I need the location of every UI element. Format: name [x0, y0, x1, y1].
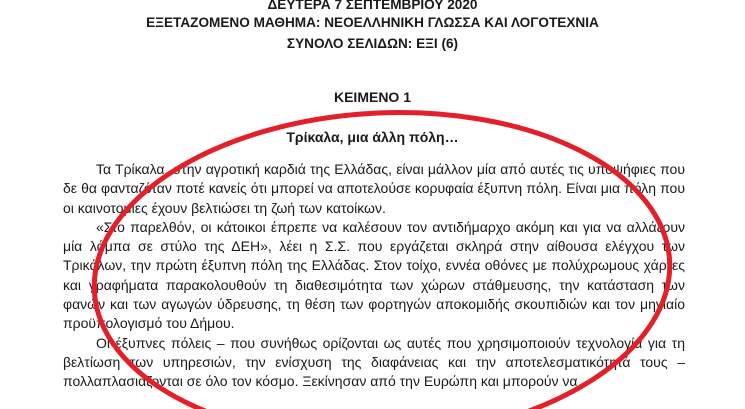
- text-label: ΚΕΙΜΕΝΟ 1: [333, 89, 411, 105]
- article-title: Τρίκαλα, μια άλλη πόλη…: [286, 129, 459, 145]
- paragraph: «Στο παρελθόν, οι κάτοικοι έπρεπε να καλέσουν τον αντιδήμαρχο ακόμη και για να αλλάξουν μία λάμπα σε στύλο της ΔΕΗ», λέει η Σ.Σ. που εργάζεται σκληρά στην αίθουσα ελέγχου των Τρικάλων, την πρώτη έξυπνη πόλη της Ελλάδας. Στον τοίχο, εννέα οθόνες με πολύχρωμους χάρτες και γραφήματα παρακολουθούν τη διαθεσιμότητα των χώρων στάθμευσης, την κατάσταση των φανών και των αγωγών ύδρευσης, τη θέση των φορτηγών αποκομιδής σκουπιδιών και τον μηνιαίο προϋπολογισμό του Δήμου.: [63, 218, 685, 332]
- exam-date: ΔΕΥΤΕΡΑ 7 ΣΕΠΤΕΜΒΡΙΟΥ 2020: [267, 0, 478, 12]
- paragraph: Οι έξυπνες πόλεις – που συνήθως ορίζονται ως αυτές που χρησιμοποιούν τεχνολογία για τη βελτίωση των υπηρεσιών, την ενίσχυση της διαφάνειας και την αποτελεσματικότητά τους – πολλαπλασιάζονται σε όλο τον κόσμο. Ξεκίνησαν από την Ευρώπη και μπορούν να: [63, 334, 685, 390]
- paragraph: Τα Τρίκαλα, στην αγροτική καρδιά της Ελλάδας, είναι μάλλον μία από αυτές τις υποψήφιες που δε θα φανταζόταν ποτέ κανείς ότι μπορεί να αποτελούσε κορυφαία έξυπνη πόλη. Είναι μια πόλη που οι καινοτομίες έχουν βελτιώσει τη ζωή των κατοίκων.: [63, 161, 685, 216]
- article-body: [63, 160, 685, 392]
- page-count: ΣΥΝΟΛΟ ΣΕΛΙΔΩΝ: ΕΞΙ (6): [286, 36, 459, 51]
- exam-subject: ΕΞΕΤΑΖΟΜΕΝΟ ΜΑΘΗΜΑ: ΝΕΟΕΛΛΗΝΙΚΗ ΓΛΩΣΣΑ ΚΑΙ ΛΟΓΟΤΕΧΝΙΑ: [146, 15, 599, 30]
